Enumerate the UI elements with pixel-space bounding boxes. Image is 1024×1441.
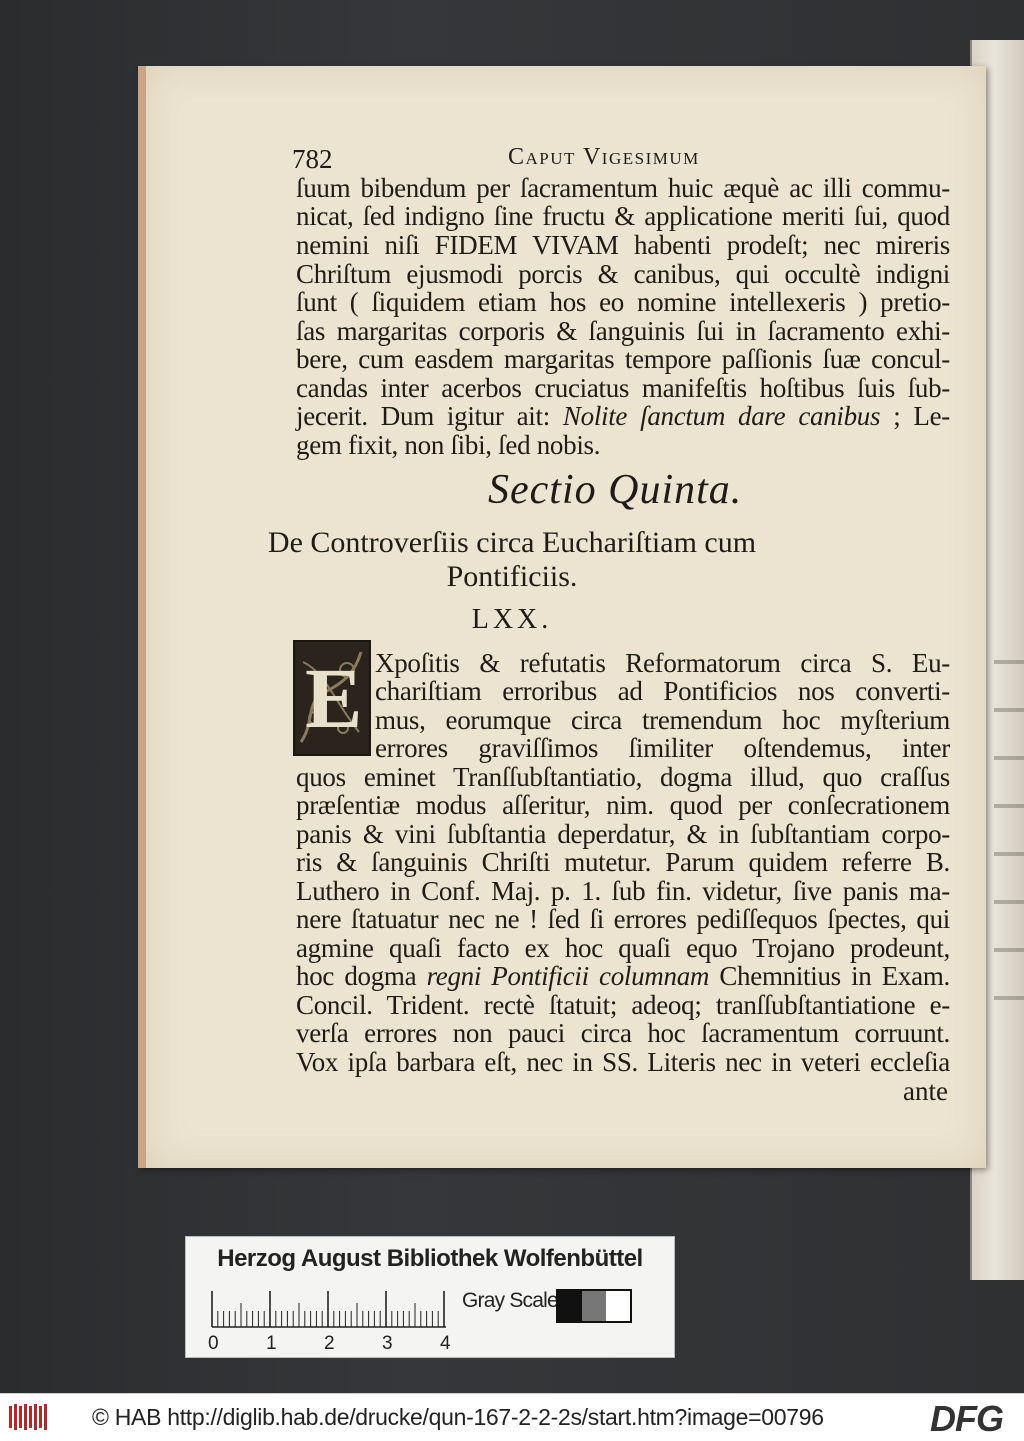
- ruler-number: 2: [324, 1333, 335, 1354]
- page-number: 782: [292, 144, 333, 174]
- text-run: ; Le-: [880, 401, 951, 431]
- text-line: Chriſtum ejusmodi porcis & canibus, qui occultè indigni: [296, 259, 950, 289]
- text-line: nere ſtatuatur nec ne ! ſed ſi errores pediſſequos ſpectes, qui: [296, 904, 950, 934]
- catchword: ante: [903, 1076, 948, 1106]
- text-line: Xpoſitis & refutatis Reformatorum circa S. Eu-: [375, 648, 950, 678]
- text-line-regni: [296, 960, 950, 992]
- text-line: verſa errores non pauci circa hoc ſacramentum corruunt.: [296, 1018, 950, 1048]
- ruler-number: 4: [440, 1333, 451, 1354]
- stack-mark: [994, 756, 1024, 760]
- stack-mark: [994, 708, 1024, 712]
- section-title: Sectio Quinta.: [488, 467, 743, 513]
- footer-bar: [0, 1393, 1024, 1441]
- text-line: præſentiæ modus aſſeritur, nim. quod per conſecrationem: [296, 790, 950, 820]
- text-line: nicat, ſed indigno ſine fructu & applicatione meriti ſui, quod: [296, 201, 950, 231]
- hab-logo-icon: [8, 1402, 48, 1432]
- decorated-initial: [293, 640, 371, 756]
- text-line: quos eminet Tranſſubſtantiatio, dogma illud, quo craſſus: [296, 762, 950, 792]
- ruler-number: 1: [266, 1333, 277, 1354]
- ruler-icon: [208, 1287, 458, 1331]
- text-line: candas inter acerbos cruciatus manifeſtis hoſtibus ſuis ſub-: [296, 373, 950, 403]
- footer-permalink[interactable]: © HAB http://diglib.hab.de/drucke/qun-167-2-2-2s/start.htm?image=00796: [92, 1404, 824, 1430]
- text-line: ſuum bibendum per ſacramentum huic æquè ac illi commu-: [296, 173, 950, 203]
- text-run: Chemnitius in Exam.: [709, 961, 950, 991]
- italic-phrase: regni Pontificii columnam: [426, 961, 710, 991]
- stack-mark: [994, 660, 1024, 664]
- text-line: errores graviſſimos ſimiliter oſtendemus, inter: [375, 733, 950, 763]
- stack-mark: [994, 996, 1024, 1000]
- text-line-quote: [296, 400, 950, 432]
- text-line: chariſtiam erroribus ad Pontificios nos converti-: [375, 676, 950, 706]
- gray-swatch: [606, 1291, 630, 1321]
- stack-mark: [994, 900, 1024, 904]
- text-line: Luthero in Conf. Maj. p. 1. ſub fin. videtur, ſive panis ma-: [296, 876, 950, 906]
- text-line: ris & ſanguinis Chriſti mutetur. Parum quidem referre B.: [296, 847, 950, 877]
- text-line: ſas margaritas corporis & ſanguinis ſui in ſacramento exhi-: [296, 316, 950, 346]
- text-line: nemini niſi FIDEM VIVAM habenti prodeſt; nec mireris: [296, 230, 950, 260]
- gray-swatches: [556, 1289, 632, 1323]
- stack-mark: [994, 804, 1024, 808]
- text-run: jecerit. Dum igitur ait:: [296, 401, 563, 431]
- text-line: panis & vini ſubſtantia deperdatur, & in ſubſtantiam corpo-: [296, 819, 950, 849]
- italic-quote: Nolite ſanctum dare canibus: [562, 401, 881, 431]
- running-head: Caput Vigesimum: [508, 144, 700, 170]
- text-line: gem fixit, non ſibi, ſed nobis.: [296, 430, 601, 460]
- stack-mark: [994, 852, 1024, 856]
- text-run: hoc dogma: [296, 961, 427, 991]
- paragraph-number: LXX.: [471, 604, 553, 635]
- dfg-logo: DFG: [930, 1398, 1003, 1439]
- text-line: ſunt ( ſiquidem etiam hos eo nomine intellexeris ) pretio-: [296, 287, 950, 317]
- text-line: Vox ipſa barbara eſt, nec in SS. Literis nec in veteri eccleſia: [296, 1047, 950, 1077]
- ruler-number: 0: [208, 1333, 219, 1354]
- text-line: bere, cum easdem margaritas tempore paſſionis ſuæ concul-: [296, 344, 950, 374]
- gray-swatch: [582, 1291, 606, 1321]
- section-subtitle: De Controverſiis circa Euchariſtiam cum: [267, 526, 757, 559]
- text-line: agmine quaſi facto ex hoc quaſi equo Trojano prodeunt,: [296, 933, 950, 963]
- section-subtitle: Pontificiis.: [446, 560, 578, 593]
- ruler-number: 3: [382, 1333, 393, 1354]
- text-line: mus, eorumque circa tremendum hoc myſterium: [375, 705, 950, 735]
- initial-letter: E: [305, 650, 363, 746]
- card-title: Herzog August Bibliothek Wolfenbüttel: [217, 1245, 643, 1272]
- gray-swatch: [558, 1291, 582, 1321]
- gray-scale-label: Gray Scale: [462, 1289, 558, 1312]
- text-line: Concil. Trident. rectè ſtatuit; adeoq; tranſſubſtantiatione e-: [296, 990, 950, 1020]
- color-scale-card: [185, 1236, 675, 1358]
- stack-mark: [994, 948, 1024, 952]
